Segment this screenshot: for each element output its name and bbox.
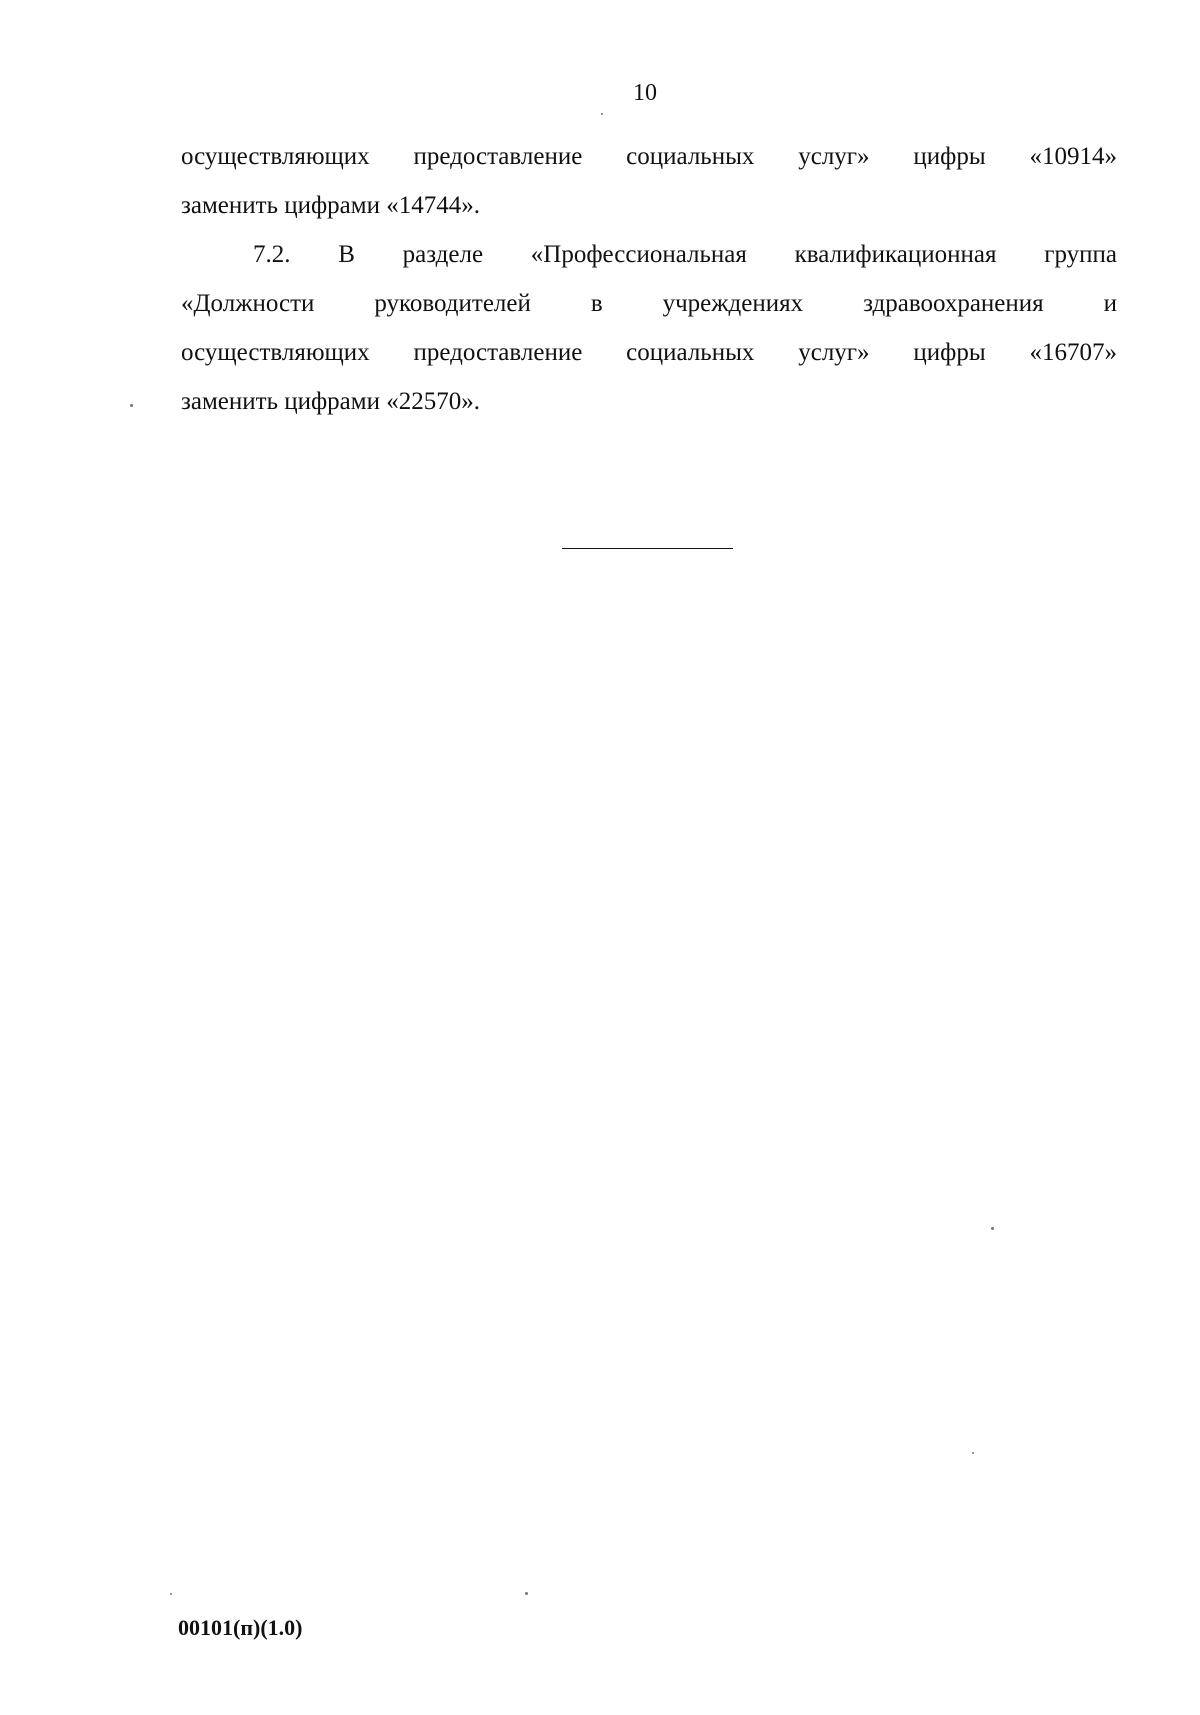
paragraph-2-line-4: заменить цифрами «22570». bbox=[181, 388, 480, 415]
scan-speck bbox=[601, 113, 603, 115]
paragraph-2-line-1: 7.2. В разделе «Профессиональная квалификационная группа bbox=[253, 241, 1117, 268]
scan-speck bbox=[972, 1452, 974, 1454]
paragraph-2-line-2: «Должности руководителей в учреждениях здравоохранения и bbox=[181, 290, 1117, 317]
closing-divider bbox=[562, 548, 733, 549]
scan-speck bbox=[991, 1227, 994, 1230]
document-code: 00101(п)(1.0) bbox=[178, 1615, 303, 1640]
scan-speck bbox=[525, 1592, 528, 1595]
paragraph-2-line-3: осуществляющих предоставление социальных услуг» цифры «16707» bbox=[181, 339, 1117, 366]
scan-speck bbox=[130, 404, 133, 407]
document-body bbox=[181, 132, 1117, 426]
paragraph-1-line-1: осуществляющих предоставление социальных услуг» цифры «10914» bbox=[181, 143, 1117, 170]
scan-speck bbox=[170, 1593, 172, 1595]
page-number: 10 bbox=[633, 80, 657, 106]
paragraph-1-line-2: заменить цифрами «14744». bbox=[181, 192, 480, 219]
